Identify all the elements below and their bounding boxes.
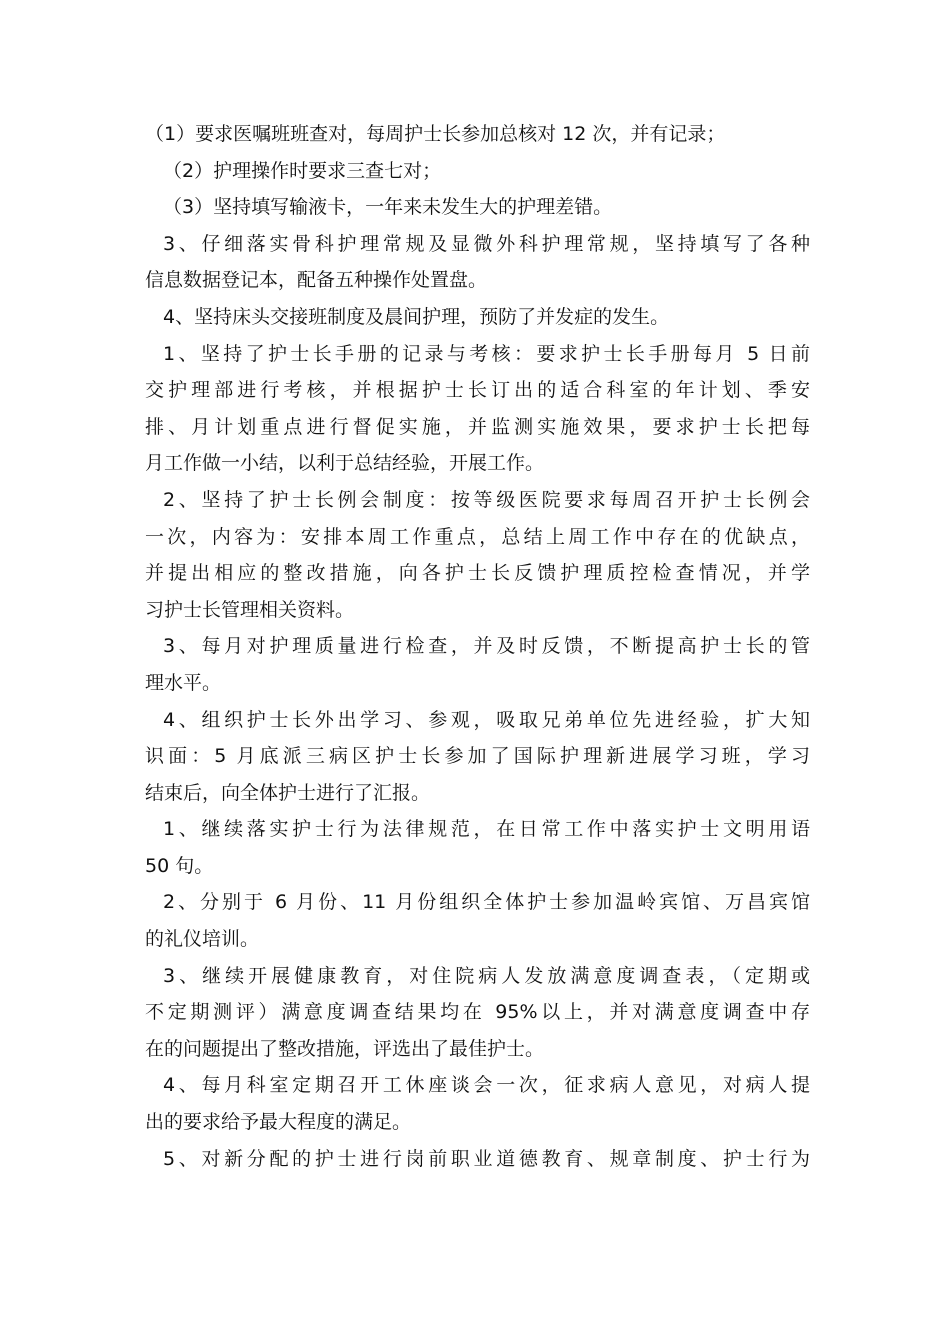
- text-line: 不定期测评）满意度调查结果均在 95%以上，并对满意度调查中存: [145, 1001, 810, 1024]
- text-line: 5、对新分配的护士进行岗前职业道德教育、规章制度、护士行为: [163, 1147, 810, 1170]
- text-line: 并提出相应的整改措施，向各护士长反馈护理质控检查情况，并学: [145, 562, 810, 585]
- text-line: 月工作做一小结，以利于总结经验，开展工作。: [145, 452, 545, 475]
- text-line: 1、继续落实护士行为法律规范，在日常工作中落实护士文明用语: [163, 818, 810, 841]
- text-line: 结束后，向全体护士进行了汇报。: [145, 781, 431, 804]
- text-line: 50 句。: [145, 854, 214, 877]
- text-line: 4、坚持床头交接班制度及晨间护理，预防了并发症的发生。: [163, 305, 670, 328]
- text-line: （3）坚持填写输液卡，一年来未发生大的护理差错。: [163, 196, 613, 219]
- text-line: 一次，内容为：安排本周工作重点，总结上周工作中存在的优缺点，: [145, 525, 810, 548]
- text-line: 的礼仪培训。: [145, 928, 260, 951]
- text-line: （1）要求医嘱班班查对，每周护士长参加总核对 12 次，并有记录；: [145, 123, 726, 145]
- text-line: 2、分别于 6 月份、11 月份组织全体护士参加温岭宾馆、万昌宾馆: [163, 891, 810, 914]
- text-line: 识面：5 月底派三病区护士长参加了国际护理新进展学习班，学习: [145, 745, 810, 768]
- text-line: 出的要求给予最大程度的满足。: [145, 1111, 412, 1134]
- document-body: [145, 116, 810, 1177]
- text-line: 3、仔细落实骨科护理常规及显微外科护理常规，坚持填写了各种: [163, 232, 810, 255]
- text-line: 2、坚持了护士长例会制度：按等级医院要求每周召开护士长例会: [163, 488, 810, 511]
- text-line: 信息数据登记本，配备五种操作处置盘。: [145, 269, 488, 292]
- text-line: 习护士长管理相关资料。: [145, 598, 355, 621]
- text-line: 4、组织护士长外出学习、参观，吸取兄弟单位先进经验，扩大知: [163, 708, 810, 731]
- text-line: 交护理部进行考核，并根据护士长订出的适合科室的年计划、季安: [145, 379, 810, 402]
- text-line: 3、继续开展健康教育，对住院病人发放满意度调查表，（定期或: [163, 964, 810, 987]
- text-line: （2）护理操作时要求三查七对；: [163, 159, 442, 182]
- text-line: 1、坚持了护士长手册的记录与考核：要求护士长手册每月 5 日前: [163, 342, 810, 365]
- text-line: 在的问题提出了整改措施，评选出了最佳护士。: [145, 1037, 545, 1060]
- text-line: 理水平。: [145, 671, 222, 694]
- text-line: 4、每月科室定期召开工休座谈会一次，征求病人意见，对病人提: [163, 1074, 810, 1097]
- text-line: 排、月计划重点进行督促实施，并监测实施效果，要求护士长把每: [145, 415, 810, 438]
- text-line: 3、每月对护理质量进行检查，并及时反馈，不断提高护士长的管: [163, 635, 810, 658]
